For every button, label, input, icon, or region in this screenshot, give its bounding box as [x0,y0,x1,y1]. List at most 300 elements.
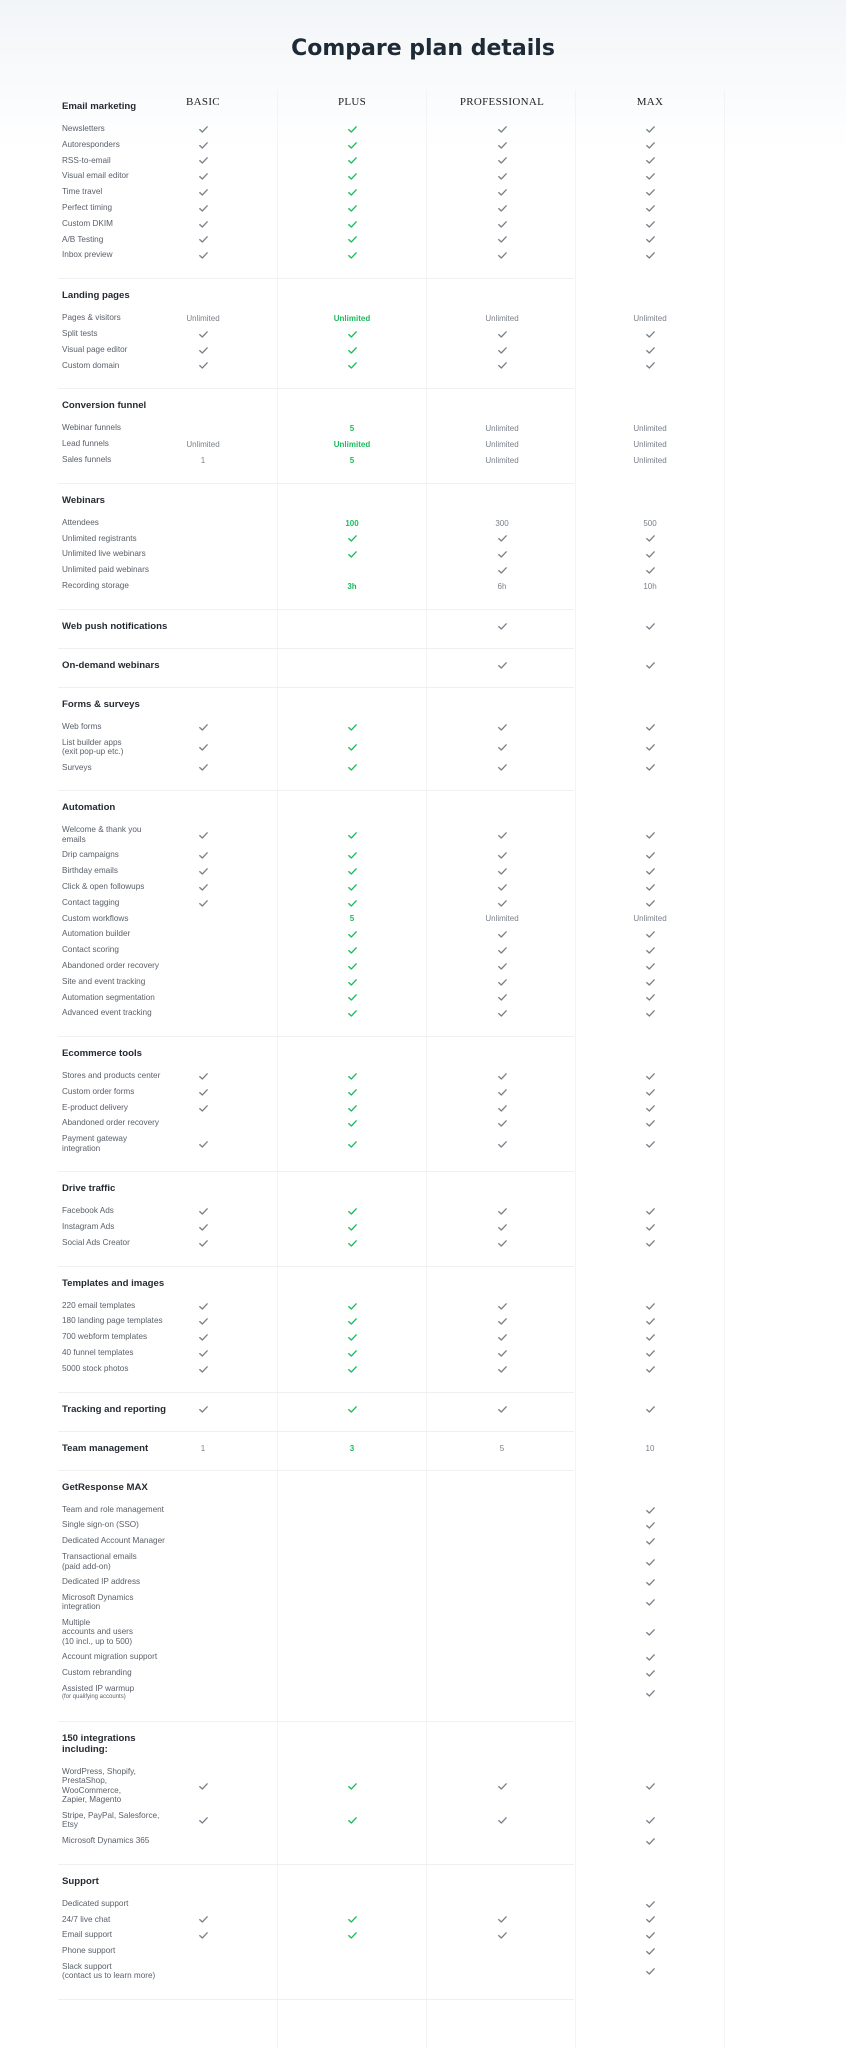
section-support [0,1865,846,2000]
section-title-row [0,1393,846,1425]
check-icon [457,867,547,877]
feature-label [62,738,123,757]
section-tracking [0,1393,846,1432]
check-icon [457,763,547,773]
feature-label-text: Visual email editor [62,171,129,181]
section-traffic [0,1172,846,1266]
feature-row [0,185,846,201]
section-title-row [0,791,846,823]
feature-label [62,455,111,465]
section-title: Ecommerce tools [62,1048,142,1060]
check-icon [307,534,397,544]
check-icon [307,1931,397,1941]
feature-label-text: Newsletters [62,124,105,133]
feature-label [62,219,113,229]
feature-label-text: 220 email templates [62,1300,136,1310]
check-icon [605,723,695,733]
feature-label-text: Recording storage [62,580,129,590]
feature-label [62,565,149,575]
section-spacer [0,374,846,388]
check-icon [457,1088,547,1098]
section-title-row [0,1037,846,1069]
check-icon [457,235,547,245]
section-spacer [0,1707,846,1721]
check-icon [307,946,397,956]
check-icon [457,566,547,576]
check-icon [457,1365,547,1375]
feature-label [62,1962,155,1981]
check-icon [307,763,397,773]
section-webinars [0,484,846,610]
feature-label [62,1118,159,1128]
check-icon [605,622,695,632]
check-icon [158,1365,248,1375]
plan-value: 5 [349,455,355,465]
feature-label-text: Welcome & thank you emails [62,825,142,844]
feature-label-text: E-product delivery [62,1102,128,1112]
check-icon [158,1239,248,1249]
feature-label-text: Stripe, PayPal, Salesforce, Etsy [62,1810,160,1830]
feature-row [0,1330,846,1346]
feature-label-text: Time travel [62,187,103,197]
check-icon [307,1009,397,1019]
check-icon [605,1333,695,1343]
check-icon [457,188,547,198]
feature-label-text: Attendees [62,517,99,527]
feature-label [62,993,155,1003]
feature-row [0,1666,846,1682]
check-icon [158,141,248,151]
check-icon [158,1333,248,1343]
feature-row [0,248,846,264]
section-title-row [0,1267,846,1299]
check-icon [307,251,397,261]
feature-label [62,1087,134,1097]
feature-label [62,1238,130,1248]
check-icon [605,1009,695,1019]
check-icon [457,1009,547,1019]
feature-label [62,1364,128,1374]
feature-row [0,327,846,343]
feature-label [62,156,111,166]
check-icon [605,204,695,214]
feature-label [62,1899,128,1909]
feature-label-text: Inbox preview [62,250,113,260]
plan-header-basic: BASIC [186,96,220,108]
check-icon [307,1317,397,1327]
feature-label [62,1652,157,1662]
section-title-row [0,649,846,681]
feature-row [0,1809,846,1834]
feature-label [62,882,144,892]
check-icon [605,1816,695,1826]
check-icon [457,172,547,182]
check-icon [158,1405,248,1415]
plan-value: Unlimited [485,455,519,465]
section-spacer [0,1252,846,1266]
check-icon [457,1349,547,1359]
feature-label [62,1008,152,1018]
check-icon [307,172,397,182]
feature-row [0,1765,846,1809]
check-icon [605,1506,695,1516]
check-icon [457,251,547,261]
check-icon [158,899,248,909]
check-icon [457,993,547,1003]
feature-row [0,1006,846,1022]
check-icon [457,1072,547,1082]
feature-label-text: Email support [62,1930,113,1940]
check-icon [158,361,248,371]
check-icon [158,723,248,733]
section-title: GetResponse MAX [62,1481,148,1493]
check-icon [158,235,248,245]
check-icon [307,1915,397,1925]
check-icon [158,220,248,230]
section-automation [0,791,846,1037]
check-icon [307,1782,397,1792]
plan-value: Unlimited [633,914,667,924]
check-icon [158,1816,248,1826]
feature-label [62,124,105,134]
check-icon [307,851,397,861]
feature-label [62,1930,112,1940]
plan-value: Unlimited [333,314,371,324]
check-icon [457,361,547,371]
feature-label-text: Social Ads Creator [62,1237,130,1247]
check-icon [605,851,695,861]
feature-row [0,532,846,548]
feature-row [0,1299,846,1315]
check-icon [307,883,397,893]
section-title: Webinars [62,494,106,506]
feature-label [62,722,101,732]
check-icon [158,1223,248,1233]
section-max [0,1471,846,1722]
check-icon [307,1816,397,1826]
check-icon [307,235,397,245]
feature-row [0,547,846,563]
feature-label-text: Automation segmentation [62,992,155,1002]
feature-row [0,421,846,437]
feature-row [0,1550,846,1575]
plan-value: 1 [200,455,206,465]
feature-label-text: Facebook Ads [62,1206,114,1216]
feature-row [0,217,846,233]
feature-label [62,1071,160,1081]
check-icon [605,1598,695,1608]
feature-label-text: 700 webform templates [62,1332,148,1342]
plan-value: Unlimited [485,314,519,324]
feature-label-text: Drip campaigns [62,850,119,860]
check-icon [457,1816,547,1826]
check-icon [307,867,397,877]
feature-label [62,423,121,433]
plan-value: Unlimited [633,455,667,465]
check-icon [605,1521,695,1531]
check-icon [307,156,397,166]
check-icon [605,1119,695,1129]
feature-label-text: Phone support [62,1946,116,1956]
feature-label [62,439,109,449]
check-icon [158,1782,248,1792]
plan-value: Unlimited [485,914,519,924]
feature-label-text: Dedicated Account Manager [62,1536,165,1546]
feature-row [0,1116,846,1132]
section-title-row [0,610,846,642]
feature-label-text: Custom DKIM [62,218,113,228]
section-divider [58,1999,574,2000]
plan-value: Unlimited [485,440,519,450]
check-icon [605,156,695,166]
check-icon [605,1349,695,1359]
feature-label [62,1332,147,1342]
feature-row [0,1534,846,1550]
feature-label-text: Lead funnels [62,439,109,449]
feature-label [62,235,103,245]
feature-row [0,1591,846,1616]
check-icon [457,831,547,841]
feature-label [62,1206,114,1216]
feature-row [0,311,846,327]
plan-value: 10h [643,581,657,591]
feature-label-text: Birthday emails [62,866,118,876]
feature-label [62,518,99,528]
check-icon [158,851,248,861]
feature-label-text: Dedicated support [62,1898,129,1908]
feature-label [62,329,98,339]
feature-row [0,138,846,154]
check-icon [307,1349,397,1359]
feature-label-text: Surveys [62,762,92,772]
check-icon [158,1088,248,1098]
feature-label [62,171,129,181]
feature-row [0,1069,846,1085]
check-icon [158,867,248,877]
comparison-table [0,90,846,2000]
check-icon [457,1104,547,1114]
feature-row [0,823,846,848]
feature-label [62,345,127,355]
feature-row [0,359,846,375]
check-icon [307,1239,397,1249]
feature-label-text: Click & open followups [62,881,145,891]
section-team [0,1432,846,1471]
check-icon [605,1931,695,1941]
feature-label-text: Autoresponders [62,139,120,149]
feature-row [0,1518,846,1534]
feature-row [0,122,846,138]
feature-label [62,1348,133,1358]
check-icon [457,1915,547,1925]
check-icon [605,1405,695,1415]
feature-row [0,1236,846,1252]
check-icon [307,831,397,841]
feature-row [0,1362,846,1378]
check-icon [457,851,547,861]
check-icon [605,883,695,893]
feature-row [0,736,846,761]
check-icon [457,1223,547,1233]
feature-label [62,1915,110,1925]
check-icon [158,330,248,340]
section-title: Email marketing [62,101,137,112]
plan-value: Unlimited [485,424,519,434]
check-icon [457,1333,547,1343]
feature-label [62,1316,163,1326]
check-icon [307,1207,397,1217]
plan-value: 1 [200,1443,206,1453]
check-icon [158,251,248,261]
page-title: Compare plan details [291,36,555,61]
plan-value: Unlimited [186,440,220,450]
section-spacer [0,595,846,609]
feature-label [62,1618,133,1647]
check-icon [307,361,397,371]
feature-label-text: 24/7 live chat [62,1914,111,1924]
feature-label-text: A/B Testing [62,234,104,244]
feature-label [62,187,102,197]
check-icon [457,661,547,671]
feature-label [62,1520,139,1530]
check-icon [307,125,397,135]
check-icon [158,188,248,198]
feature-row [0,154,846,170]
feature-row [0,1960,846,1985]
section-title: 150 integrations including: [62,1732,136,1755]
feature-row [0,1346,846,1362]
check-icon [605,1239,695,1249]
feature-row [0,1616,846,1651]
section-title: On-demand webinars [62,659,160,671]
feature-label-text: 40 funnel templates [62,1348,134,1358]
section-title-row [0,279,846,311]
feature-label [62,1536,165,1546]
feature-label [62,313,121,323]
section-webpush [0,610,846,649]
check-icon [158,1104,248,1114]
check-icon [605,743,695,753]
feature-label [62,1684,134,1702]
feature-label-text: Web forms [62,721,102,731]
feature-row [0,1503,846,1519]
check-icon [158,1072,248,1082]
check-icon [307,899,397,909]
plan-value: 5 [349,914,355,924]
feature-label-text: 5000 stock photos [62,1363,129,1373]
feature-label-text: Contact scoring [62,945,119,955]
check-icon [605,1207,695,1217]
feature-row [0,720,846,736]
check-icon [158,763,248,773]
check-icon [605,1088,695,1098]
plan-header-max: MAX [636,96,664,108]
section-funnel [0,389,846,483]
feature-row [0,1085,846,1101]
check-icon [307,220,397,230]
feature-label-text: Unlimited registrants [62,533,137,543]
feature-label-text: Webinar funnels [62,423,122,433]
feature-label [62,961,159,971]
check-icon [307,993,397,1003]
feature-label-text: Slack support (contact us to learn more) [62,1961,156,1981]
feature-row [0,912,846,928]
feature-label-text: List builder apps (exit pop-up etc.) [62,737,124,757]
check-icon [307,1072,397,1082]
feature-note: (for qualifying accounts) [62,1694,126,1701]
feature-label [62,945,119,955]
check-icon [605,251,695,261]
feature-row [0,169,846,185]
check-icon [307,204,397,214]
check-icon [457,1931,547,1941]
check-icon [158,831,248,841]
feature-row [0,579,846,595]
feature-label [62,914,128,924]
feature-label [62,1222,114,1232]
check-icon [307,1223,397,1233]
section-title-row [0,1172,846,1204]
check-icon [457,962,547,972]
plan-value: 5 [499,1443,505,1453]
check-icon [457,1405,547,1415]
feature-label [62,1767,136,1805]
feature-label-text: Unlimited live webinars [62,549,146,559]
check-icon [605,763,695,773]
section-title: Support [62,1875,99,1887]
feature-label [62,1301,135,1311]
check-icon [605,1967,695,1977]
feature-label-text: Unlimited paid webinars [62,565,149,575]
feature-label-text: Split tests [62,328,98,338]
feature-label-text: Single sign-on (SSO) [62,1520,139,1530]
section-title: Templates and images [62,1277,165,1289]
feature-label-text: Custom domain [62,360,120,370]
check-icon [457,978,547,988]
check-icon [605,1072,695,1082]
feature-row [0,1944,846,1960]
check-icon [605,1537,695,1547]
check-icon [158,1140,248,1150]
section-title-row [0,1865,846,1897]
section-spacer [0,1378,846,1392]
feature-label-text: Visual page editor [62,344,128,354]
section-title: Drive traffic [62,1183,116,1195]
section-spacer [0,469,846,483]
check-icon [605,188,695,198]
feature-label [62,581,129,591]
check-icon [457,156,547,166]
check-icon [158,1931,248,1941]
check-icon [307,962,397,972]
feature-label [62,1134,127,1153]
check-icon [307,1140,397,1150]
check-icon [605,1302,695,1312]
plan-value: 5 [349,424,355,434]
feature-label [62,763,92,773]
feature-row [0,975,846,991]
feature-label [62,1836,149,1846]
check-icon [158,204,248,214]
feature-row [0,201,846,217]
feature-label-text: Stores and products center [62,1071,161,1081]
section-landing [0,279,846,389]
plan-header-plus: PLUS [337,96,367,108]
check-icon [158,883,248,893]
section-spacer [0,1985,846,1999]
feature-row [0,1650,846,1666]
feature-row [0,959,846,975]
